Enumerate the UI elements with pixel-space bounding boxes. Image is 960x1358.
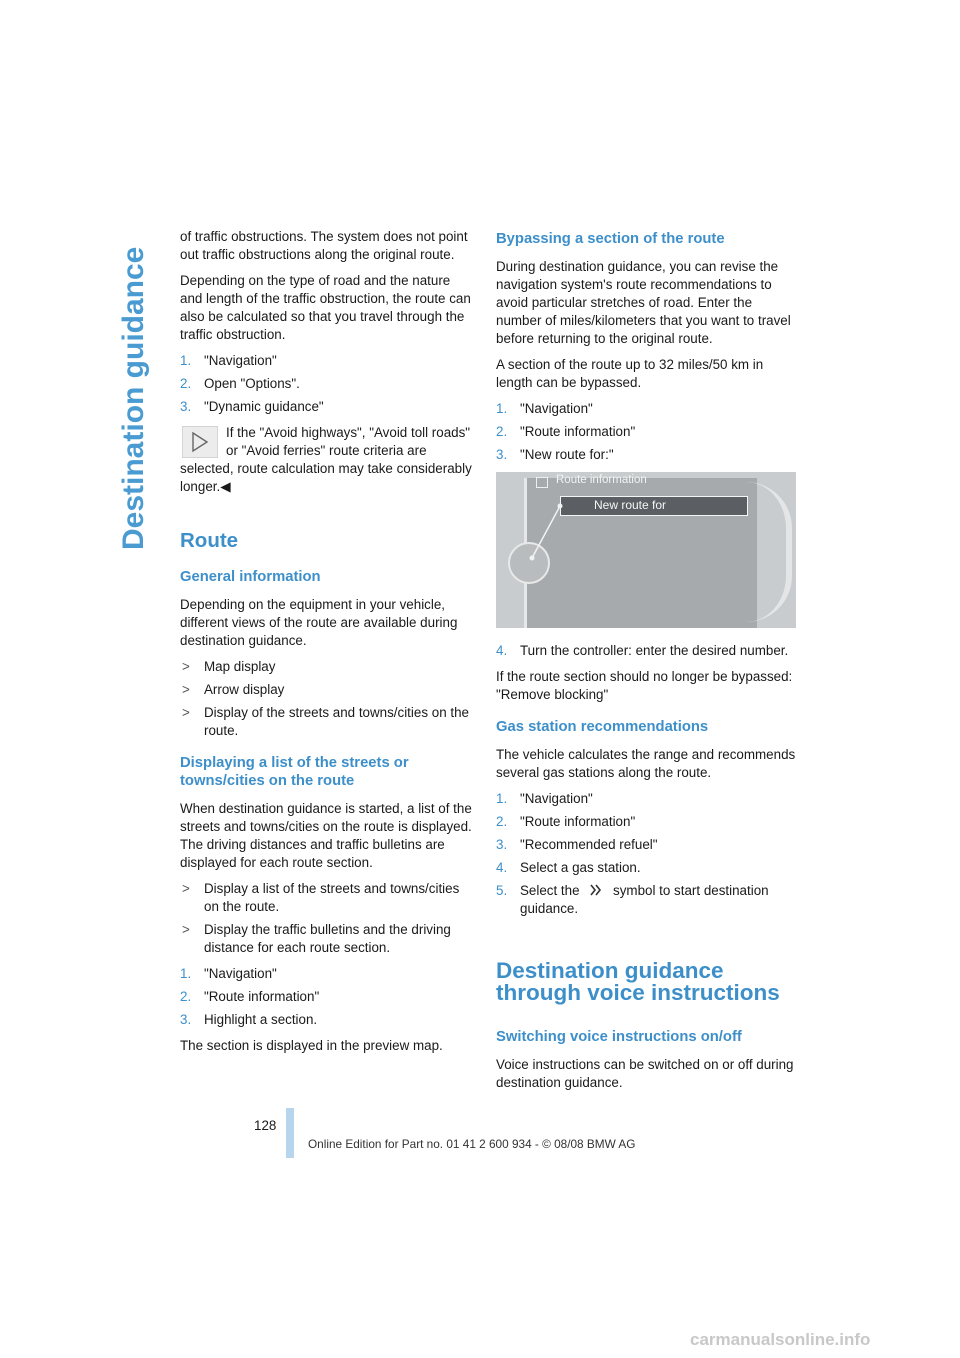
section-title [112,30,156,550]
list-item: > Display of the streets and towns/cities on the route. [182,705,469,738]
left-column [180,228,472,1063]
note-text: If the "Avoid highways", "Avoid toll roads" or "Avoid ferries" route criteria are selected, route calculation may take considerably longer.◀ [180,425,472,494]
list-item: 5. Select the symbol to start destination guidance. [496,883,769,916]
bullet-list [180,658,472,740]
list-item: > Display the traffic bulletins and the driving distance for each route section. [182,922,451,955]
list-item: > Arrow display [182,682,285,697]
paragraph: A section of the route up to 32 miles/50 km in length can be bypassed. [496,357,764,390]
destination-symbol-icon [583,883,609,897]
control-display-screenshot [496,472,796,628]
step-list [180,352,472,416]
step-list [496,642,796,660]
note [180,424,472,496]
paragraph: of traffic obstructions. The system does not point out traffic obstructions along the original route. [180,229,468,262]
paragraph: The section is displayed in the preview map. [180,1038,443,1053]
paragraph: When destination guidance is started, a list of the streets and towns/cities on the route is displayed. The driving distances and traffic bulletins are displayed for each route section. [180,801,472,870]
list-item: 2. "Route information" [496,814,636,829]
list-item: 2. "Route information" [180,989,320,1004]
page-number: 128 [254,1118,277,1133]
section-title-text: Destination guidance [117,246,150,550]
list-item: 3. "Recommended refuel" [496,837,658,852]
list-item: 1. "Navigation" [180,353,277,368]
footer-edition: Online Edition for Part no. 01 41 2 600 934 - © 08/08 BMW AG [308,1137,636,1151]
footer-bar [286,1108,294,1158]
paragraph: Voice instructions can be switched on or off during destination guidance. [496,1057,794,1090]
heading-switching-voice: Switching voice instructions on/off [496,1029,742,1045]
paragraph: Depending on the equipment in your vehicle, different views of the route are available during destination guidance. [180,597,458,648]
screen-frame-arc [746,482,792,622]
right-column [496,228,796,1100]
list-item: 4. Turn the controller: enter the desired number. [496,643,789,658]
heading-bypassing: Bypassing a section of the route [496,231,725,247]
heading-list-streets: Displaying a list of the streets or towns/cities on the route [180,755,409,789]
paragraph: During destination guidance, you can revise the navigation system's route recommendations to avoid particular stretches of road. Enter the number of miles/kilometers that you want to travel before returning to the original route. [496,259,791,346]
list-item: > Map display [182,659,276,674]
paragraph: The vehicle calculates the range and recommends several gas stations along the route. [496,747,796,780]
list-item: 2. Open "Options". [180,376,300,391]
heading-route: Route [180,529,239,552]
list-item: 3. "New route for:" [496,447,614,462]
triangle-play-icon [182,426,218,458]
screen-title: Route information [556,474,647,486]
step-list [180,965,472,1029]
list-item: 3. "Dynamic guidance" [180,399,324,414]
paragraph: If the route section should no longer be bypassed: "Remove blocking" [496,669,793,702]
list-item: 1. "Navigation" [496,401,593,416]
list-item: > Display a list of the streets and towns/cities on the route. [182,881,460,914]
step-list [496,400,796,464]
list-item: 1. "Navigation" [496,791,593,806]
heading-gas-station: Gas station recommendations [496,719,709,735]
watermark: carmanualsonline.info [690,1330,871,1349]
paragraph: Depending on the type of road and the nature and length of the traffic obstruction, the route can also be calculated so that you travel through the traffic obstruction. [180,273,471,342]
route-info-icon [536,477,548,488]
list-item: 3. Highlight a section. [180,1012,318,1027]
pointer-line-icon [526,502,566,562]
heading-voice-instructions: Destination guidance through voice instructions [496,958,780,1005]
step-list [496,790,796,918]
bullet-list [180,880,472,957]
list-item: 4. Select a gas station. [496,860,641,875]
screen-menu-item: New route for [594,498,667,512]
heading-general-information: General information [180,569,321,585]
list-item: 1. "Navigation" [180,966,277,981]
list-item: 2. "Route information" [496,424,636,439]
